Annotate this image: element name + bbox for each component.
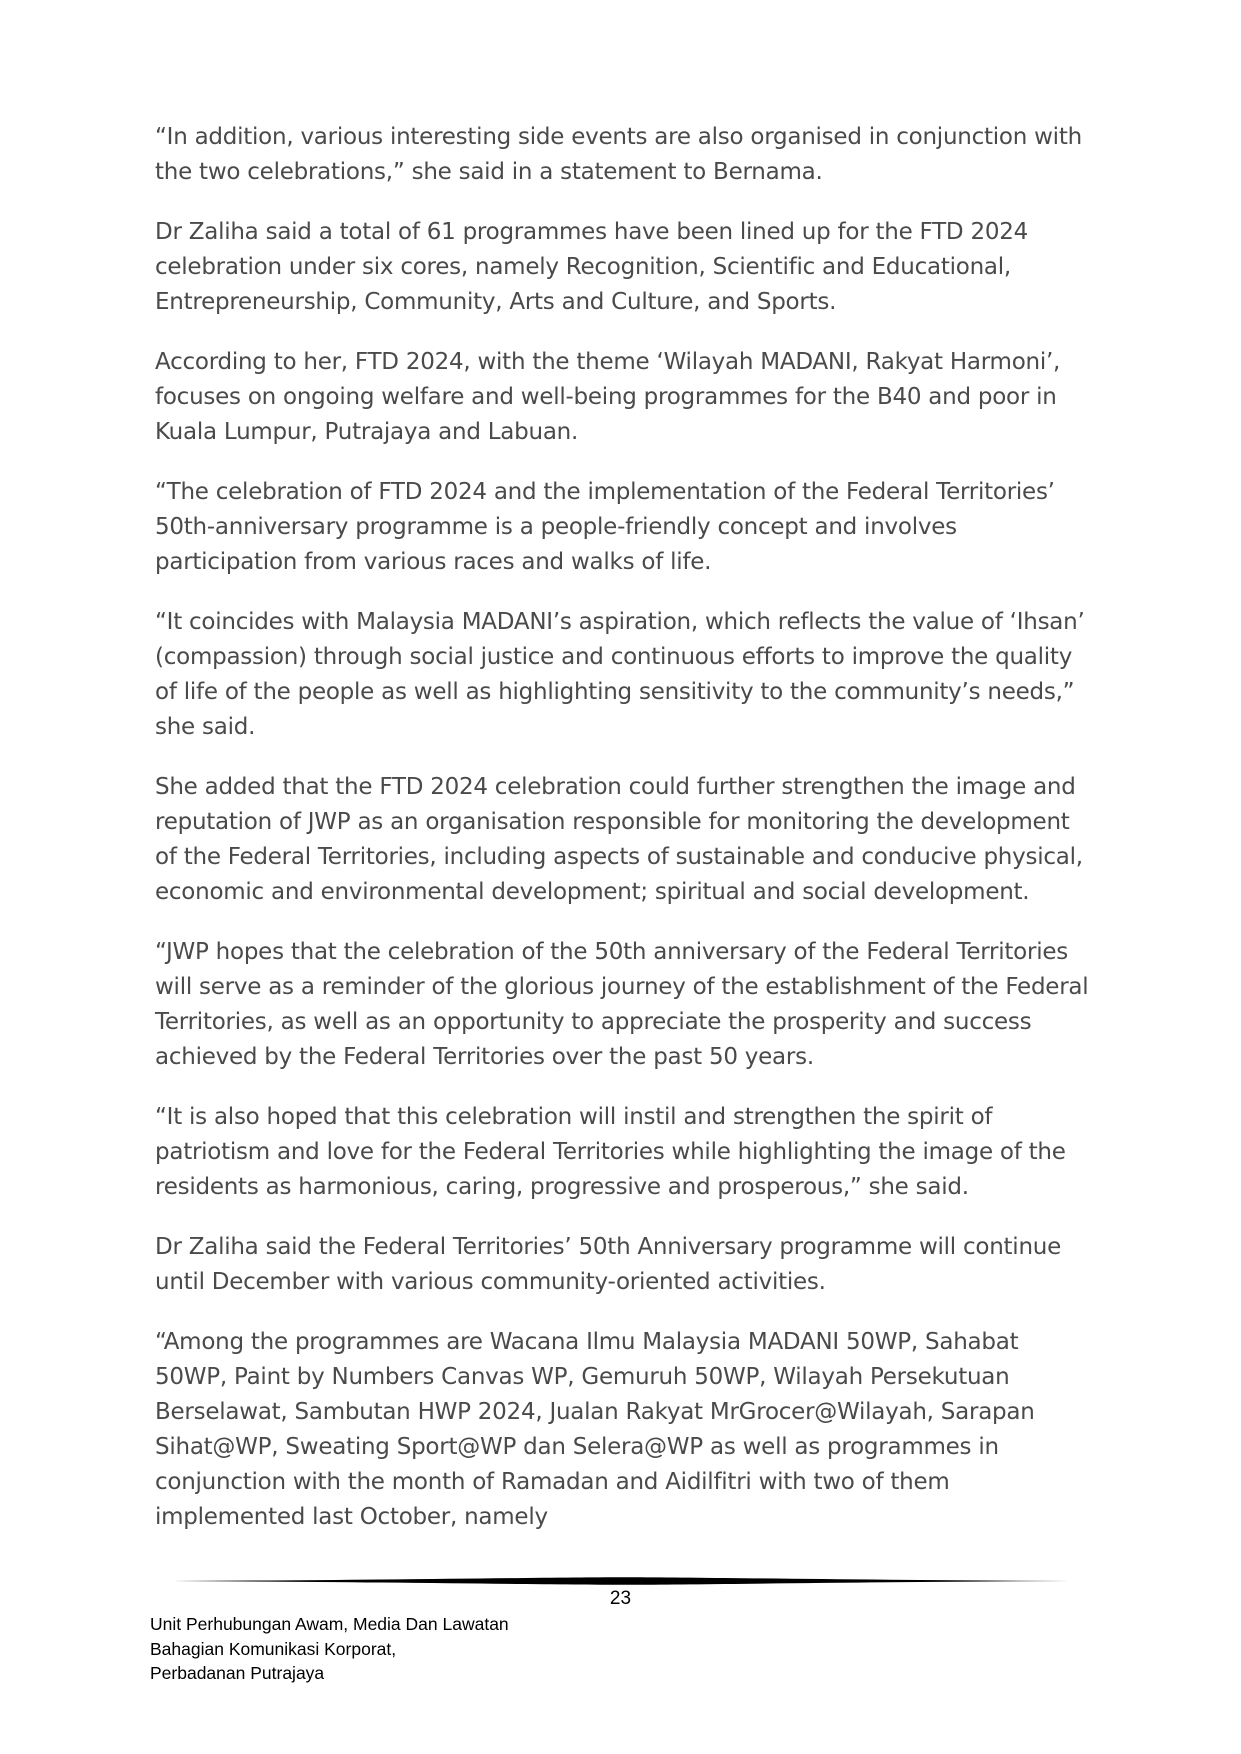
paragraph-9: Dr Zaliha said the Federal Territories’ 50th Anniversary programme will continue until December with various community-oriented activities. <box>155 1234 1061 1295</box>
paragraph-2: Dr Zaliha said a total of 61 programmes have been lined up for the FTD 2024 celebration under six cores, namely Recognition, Scientific and Educational, Entrepreneurship, Community, Arts and Culture, and Sports. <box>155 219 1028 315</box>
paragraph-7: “JWP hopes that the celebration of the 50th anniversary of the Federal Territories will serve as a reminder of the glorious journey of the establishment of the Federal Territories, as well as an opportunity to appreciate the prosperity and success achieved by the Federal Territories over the past 50 years. <box>155 939 1089 1070</box>
paragraph-4: “The celebration of FTD 2024 and the implementation of the Federal Territories’ 50th-anniversary programme is a people-friendly concept and involves participation from various races and walks of life. <box>155 479 1055 575</box>
page-number: 23 <box>609 1588 632 1609</box>
paragraph-8: “It is also hoped that this celebration will instil and strengthen the spirit of patriotism and love for the Federal Territories while highlighting the image of the residents as harmonious, caring, progressive and prosperous,” she said. <box>155 1104 1066 1200</box>
footer-org-unit: Unit Perhubungan Awam, Media Dan Lawatan <box>150 1614 509 1634</box>
paragraph-1: “In addition, various interesting side events are also organised in conjunction with the two celebrations,” she said in a statement to Bernama. <box>155 124 1082 185</box>
footer-org-corporation: Perbadanan Putrajaya <box>150 1663 325 1683</box>
paragraph-3: According to her, FTD 2024, with the theme ‘Wilayah MADANI, Rakyat Harmoni’, focuses on ongoing welfare and well-being programmes for the B40 and poor in Kuala Lumpur, Putrajaya and Labuan. <box>155 349 1061 445</box>
paragraph-5: “It coincides with Malaysia MADANI’s aspiration, which reflects the value of ‘Ihsan’ (compassion) through social justice and continuous efforts to improve the quality of life of the people as well as highlighting sensitivity to the community’s needs,” she said. <box>155 609 1085 740</box>
footer-divider <box>172 1576 1070 1586</box>
footer-organisation <box>150 1612 509 1686</box>
paragraph-10: “Among the programmes are Wacana Ilmu Malaysia MADANI 50WP, Sahabat 50WP, Paint by Numbers Canvas WP, Gemuruh 50WP, Wilayah Persekutuan Berselawat, Sambutan HWP 2024, Jualan Rakyat MrGrocer@Wilayah, Sarapan Sihat@WP, Sweating Sport@WP dan Selera@WP as well as programmes in conjunction with the month of Ramadan and Aidilfitri with two of them implemented last October, namely <box>155 1329 1035 1530</box>
article-body <box>155 120 1090 1560</box>
footer-org-division: Bahagian Komunikasi Korporat, <box>150 1638 397 1659</box>
paragraph-6: She added that the FTD 2024 celebration could further strengthen the image and reputation of JWP as an organisation responsible for monitoring the development of the Federal Territories, including aspects of sustainable and conducive physical, economic and environmental development; spiritual and social development. <box>155 774 1083 905</box>
